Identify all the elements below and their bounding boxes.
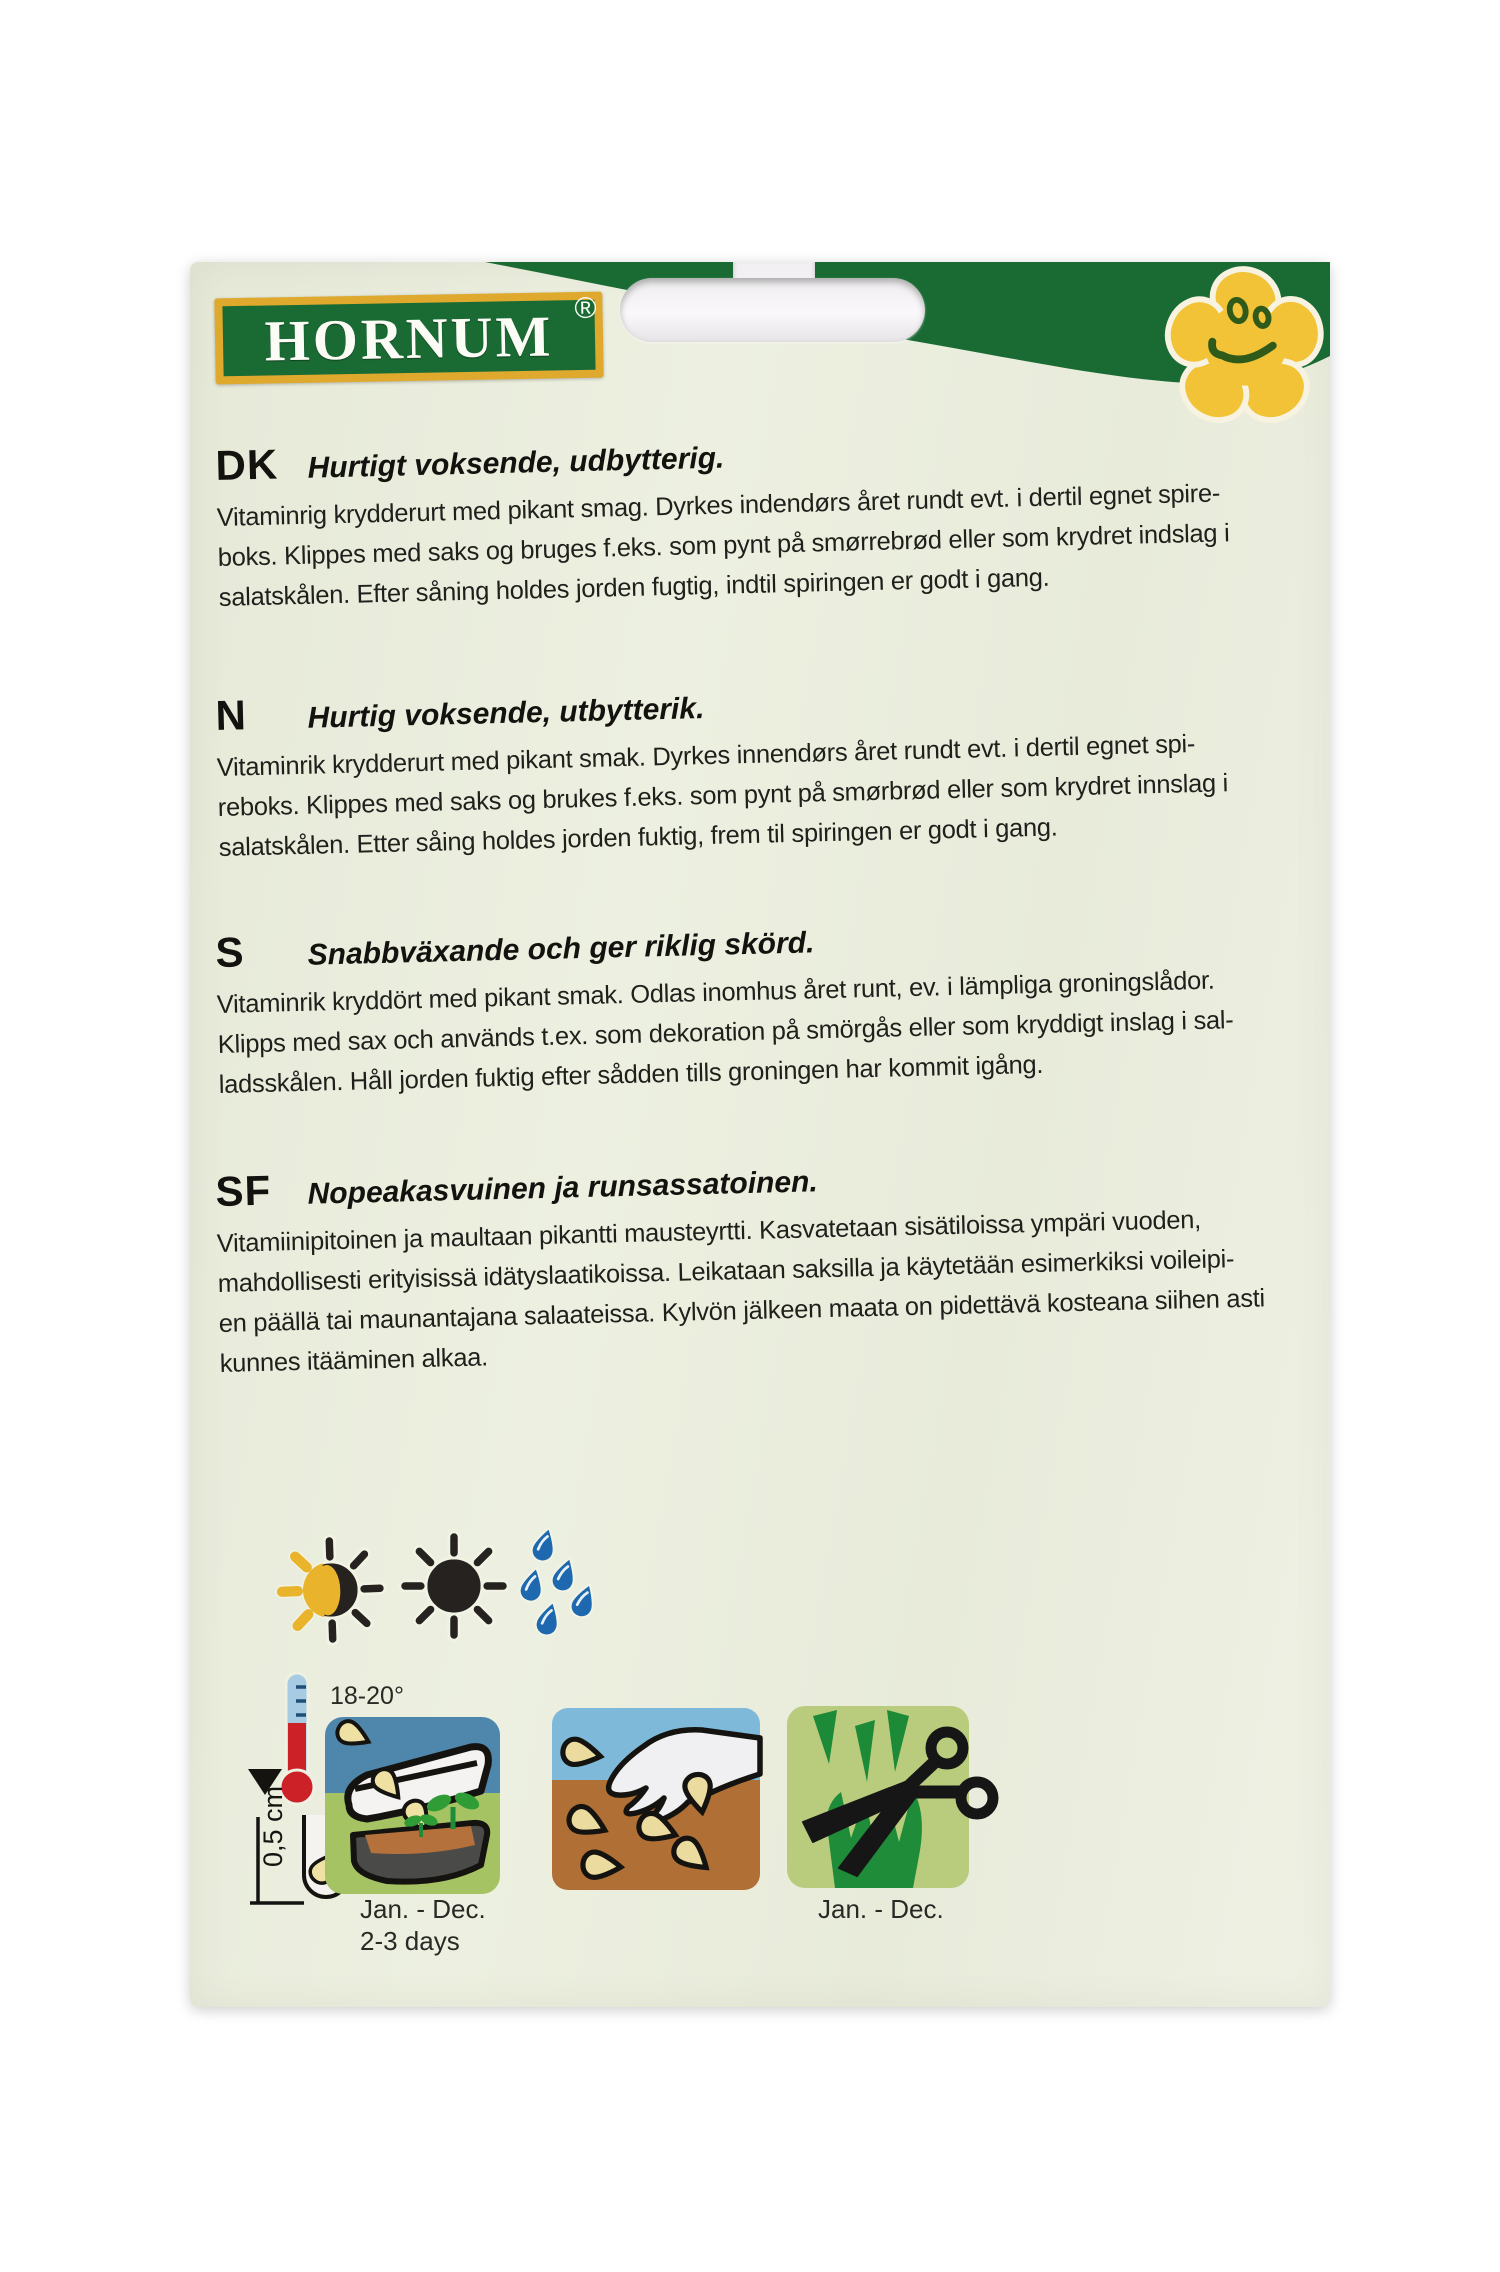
section-s-paragraph (216, 958, 1331, 1105)
section-n-heading: Hurtig voksende, utbytterik. (307, 692, 705, 735)
paragraph-line: kunnes itääminen alkaa. (219, 1343, 489, 1378)
paragraph-line: salatskålen. Efter såning holdes jorden fugtig, indtil spiringen er godt i gang. (218, 563, 1050, 612)
brand-name: HORNUM (264, 302, 554, 374)
section-s-heading: Snabbväxande och ger riklig skörd. (307, 926, 815, 972)
paragraph-line: ladsskålen. Håll jorden fuktig efter sådden tills groningen har kommit igång. (218, 1050, 1044, 1099)
hornum-logo (214, 292, 603, 385)
section-s (215, 902, 1331, 1105)
paragraph-line: boks. Klippes med saks og bruges f.eks. som pynt på smørrebrød eller som krydret indslag i (217, 519, 1230, 572)
half-sun-partial-shade-icon (273, 1532, 389, 1648)
language-code-n: N (215, 691, 248, 739)
seed-packet-back (190, 262, 1330, 2007)
harvest-period-label: Jan. - Dec. (818, 1894, 944, 1924)
black-sun-shade-icon (398, 1530, 510, 1642)
sow-period-label: Jan. - Dec. (360, 1894, 486, 1924)
flower-petals (1159, 261, 1326, 432)
sowing-depth-label: 0,5 cm (258, 1785, 288, 1867)
scissors-cutting-icon (787, 1706, 969, 1888)
section-n (215, 665, 1331, 868)
paragraph-line: reboks. Klippes med saks og brukes f.eks. som pynt på smørbrød eller som krydret innslag i (217, 769, 1229, 822)
paragraph-line: en päällä tai maunantajana salaateissa. Kylvön jälkeen maata on pidettävä kosteana siihen asti (218, 1284, 1266, 1338)
language-code-dk: DK (215, 440, 279, 489)
thermometer-icon (280, 1673, 314, 1804)
paragraph-line: Vitaminrig krydderurt med pikant smag. Dyrkes indendørs året rundt evt. i dertil egnet spire- (216, 479, 1221, 532)
smiley-flower-icon (1148, 252, 1343, 447)
section-n-paragraph (216, 721, 1331, 868)
section-sf-heading: Nopeakasvuinen ja runsassatoinen. (307, 1165, 819, 1211)
paragraph-line: Klipps med sax och används t.ex. som dekoration på smörgås eller som kryddigt inslag i sal- (217, 1006, 1234, 1059)
paragraph-line: Vitamiinipitoinen ja maultaan pikantti mausteyrtti. Kasvatetaan sisätiloissa ympäri vuoden, (216, 1205, 1202, 1258)
section-dk-paragraph (216, 471, 1331, 618)
paragraph-line: Vitaminrik kryddört med pikant smak. Odlas inomhus året runt, ev. i lämpliga groningslådor. (216, 966, 1215, 1019)
language-code-sf: SF (215, 1166, 272, 1215)
paragraph-line: mahdollisesti erityisissä idätyslaatikoissa. Leikataan saksilla ja käytetään esimerkiksi voileipi- (217, 1245, 1235, 1298)
paragraph-line: salatskålen. Etter såing holdes jorden fuktig, frem til spiringen er godt i gang. (218, 813, 1058, 862)
section-sf-paragraph (216, 1197, 1332, 1384)
germination-time-label: 2-3 days (360, 1926, 460, 1956)
registered-trademark: ® (574, 291, 597, 326)
section-dk-heading: Hurtigt voksende, udbytterig. (307, 441, 725, 485)
paragraph-line: Vitaminrik krydderurt med pikant smak. Dyrkes innendørs året rundt evt. i dertil egnet spi- (216, 730, 1196, 782)
seed-tray-propagator-icon (325, 1717, 500, 1894)
euro-slot-hang-hole (620, 278, 925, 342)
section-sf (215, 1141, 1332, 1384)
water-drops-icon (520, 1528, 610, 1643)
language-code-s: S (215, 928, 246, 976)
hand-sowing-seeds-icon (552, 1708, 760, 1890)
temperature-label: 18-20° (330, 1682, 404, 1710)
